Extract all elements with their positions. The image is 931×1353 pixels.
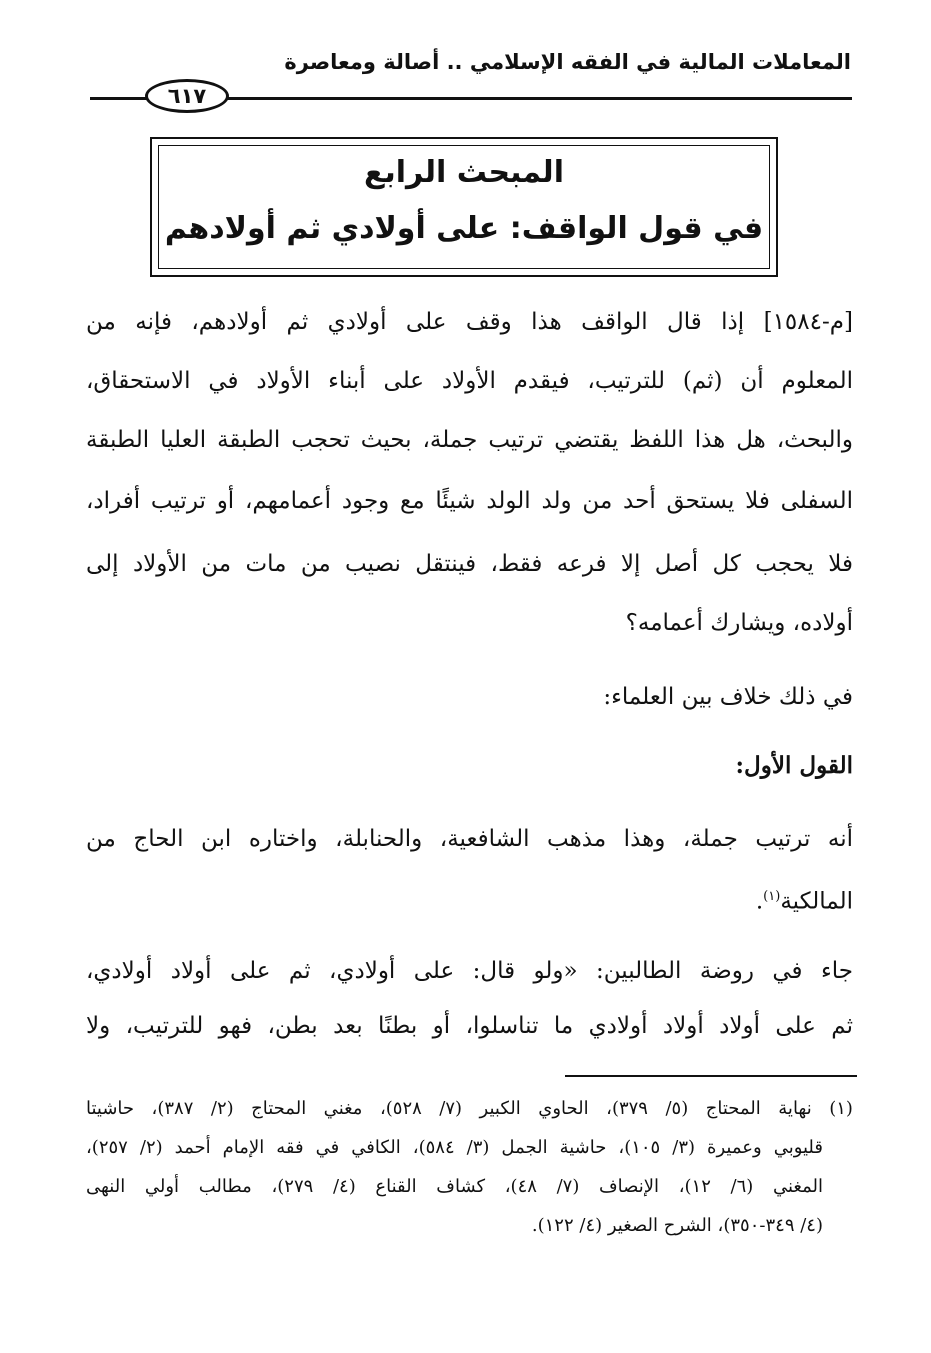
page-number: ٦١٧ [145, 79, 229, 113]
body-line-10-text: المالكية [780, 888, 853, 915]
section-subtitle: في قول الواقف: على أولادي ثم أولادهم [164, 211, 764, 246]
footnote-line-1: (١) نهاية المحتاج (٥/ ٣٧٩)، الحاوي الكبير (٧/ ٥٢٨)، مغني المحتاج (٢/ ٣٨٧)، حاشيتا [86, 1098, 853, 1119]
body-line-10-end: . [755, 888, 764, 915]
body-line-11: جاء في روضة الطالبين: «ولو قال: على أولادي، ثم على أولاد أولادي، [86, 958, 853, 984]
body-line-9: أنه ترتيب جملة، وهذا مذهب الشافعية، والحنابلة، واختاره ابن الحاج من [86, 826, 853, 852]
body-line-8-heading: القول الأول: [735, 752, 853, 779]
body-line-12: ثم على أولاد أولاد أولادي ما تناسلوا، أو بطنًا بعد بطن، فهو للترتيب، ولا [86, 1013, 853, 1039]
section-title-box [150, 137, 778, 277]
body-line-7: في ذلك خلاف بين العلماء: [603, 684, 853, 710]
footnote-separator [565, 1075, 857, 1077]
body-line-1: [م-١٥٨٤] إذا قال الواقف هذا وقف على أولادي ثم أولادهم، فإنه من [86, 309, 853, 335]
body-line-2: المعلوم أن (ثم) للترتيب، فيقدم الأولاد على أبناء الأولاد في الاستحقاق، [86, 368, 853, 394]
section-title: المبحث الرابع [364, 155, 564, 190]
footnote-line-2: قليوبي وعميرة (٣/ ١٠٥)، حاشية الجمل (٣/ ٥٨٤)، الكافي في فقه الإمام أحمد (٢/ ٢٥٧)، [86, 1137, 823, 1158]
body-line-3: والبحث، هل هذا اللفظ يقتضي ترتيب جملة، بحيث تحجب الطبقة العليا الطبقة [86, 427, 853, 453]
running-title: المعاملات المالية في الفقه الإسلامي .. أصالة ومعاصرة [284, 50, 851, 74]
footnote-line-4: (٤/ ٣٤٩-٣٥٠)، الشرح الصغير (٤/ ١٢٢). [531, 1215, 823, 1236]
body-line-4: السفلى فلا يستحق أحد من ولد الولد شيئًا مع وجود أعمامهم، أو ترتيب أفراد، [86, 488, 853, 514]
body-line-5: فلا يحجب كل أصل إلا فرعه فقط، فينتقل نصيب من مات من الأولاد إلى [86, 551, 853, 577]
footnote-reference: (١) [763, 889, 781, 904]
body-line-10 [86, 880, 853, 919]
body-line-6: أولاده، ويشارك أعمامه؟ [625, 610, 853, 636]
footnote-line-3: المغني (٦/ ١٢)، الإنصاف (٧/ ٤٨)، كشاف القناع (٤/ ٢٧٩)، مطالب أولي النهى [86, 1176, 823, 1197]
